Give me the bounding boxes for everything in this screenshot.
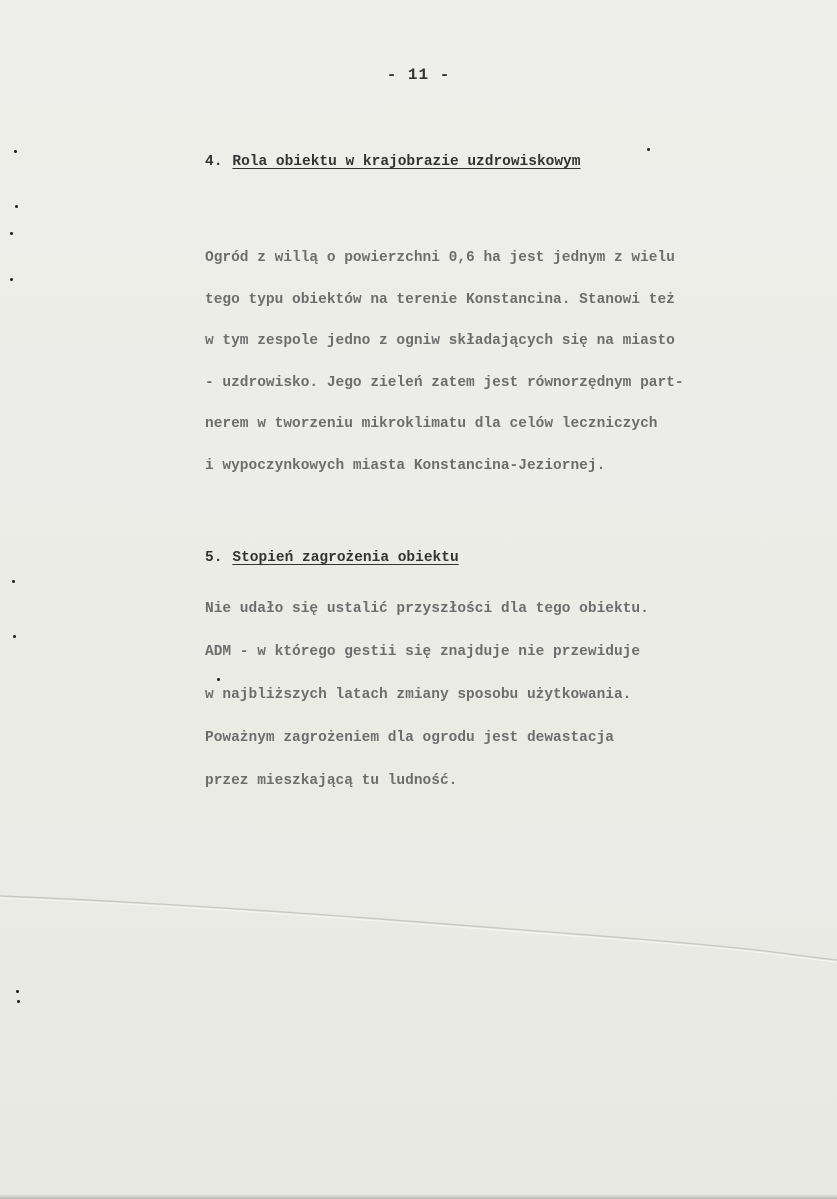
- page-bottom-edge: [0, 1194, 837, 1199]
- section-4-line: w tym zespole jedno z ogniw składających się na miasto: [205, 333, 675, 349]
- margin-speck: [14, 150, 17, 153]
- margin-speck: [217, 678, 220, 681]
- section-5-paragraph: [205, 588, 805, 803]
- page-number: - 11 -: [386, 66, 451, 84]
- section-4-number: 4.: [205, 154, 223, 170]
- section-4-title: Rola obiektu w krajobrazie uzdrowiskowym: [232, 154, 581, 170]
- margin-speck: [10, 278, 13, 281]
- section-5-line: przez mieszkającą tu ludność.: [205, 773, 458, 789]
- section-4-line: Ogród z willą o powierzchni 0,6 ha jest jednym z wielu: [205, 250, 675, 266]
- section-4-paragraph: [205, 238, 805, 487]
- section-5-title: Stopień zagrożenia obiektu: [232, 550, 459, 566]
- margin-speck: [12, 580, 15, 583]
- section-5-heading: [205, 550, 459, 566]
- margin-speck: [15, 205, 18, 208]
- margin-speck: [16, 990, 19, 993]
- margin-speck: [647, 148, 650, 151]
- margin-speck: [17, 1000, 20, 1003]
- margin-speck: [10, 232, 13, 235]
- section-4-line: - uzdrowisko. Jego zieleń zatem jest równorzędnym part-: [205, 374, 684, 391]
- section-5-line: w najbliższych latach zmiany sposobu użytkowania.: [205, 687, 632, 703]
- section-5-number: 5.: [205, 550, 223, 566]
- section-5-line: Nie udało się ustalić przyszłości dla tego obiektu.: [205, 601, 649, 617]
- section-4-heading: [205, 154, 580, 170]
- section-4-line: nerem w tworzeniu mikroklimatu dla celów leczniczych: [205, 416, 658, 432]
- paper-crease: [0, 890, 837, 970]
- section-4-line: tego typu obiektów na terenie Konstancina. Stanowi też: [205, 291, 675, 308]
- section-5-line: ADM - w którego gestii się znajduje nie przewiduje: [205, 644, 641, 660]
- section-4-line: i wypoczynkowych miasta Konstancina-Jeziornej.: [205, 457, 606, 474]
- margin-speck: [13, 635, 16, 638]
- section-5-line: Poważnym zagrożeniem dla ogrodu jest dewastacja: [205, 730, 614, 746]
